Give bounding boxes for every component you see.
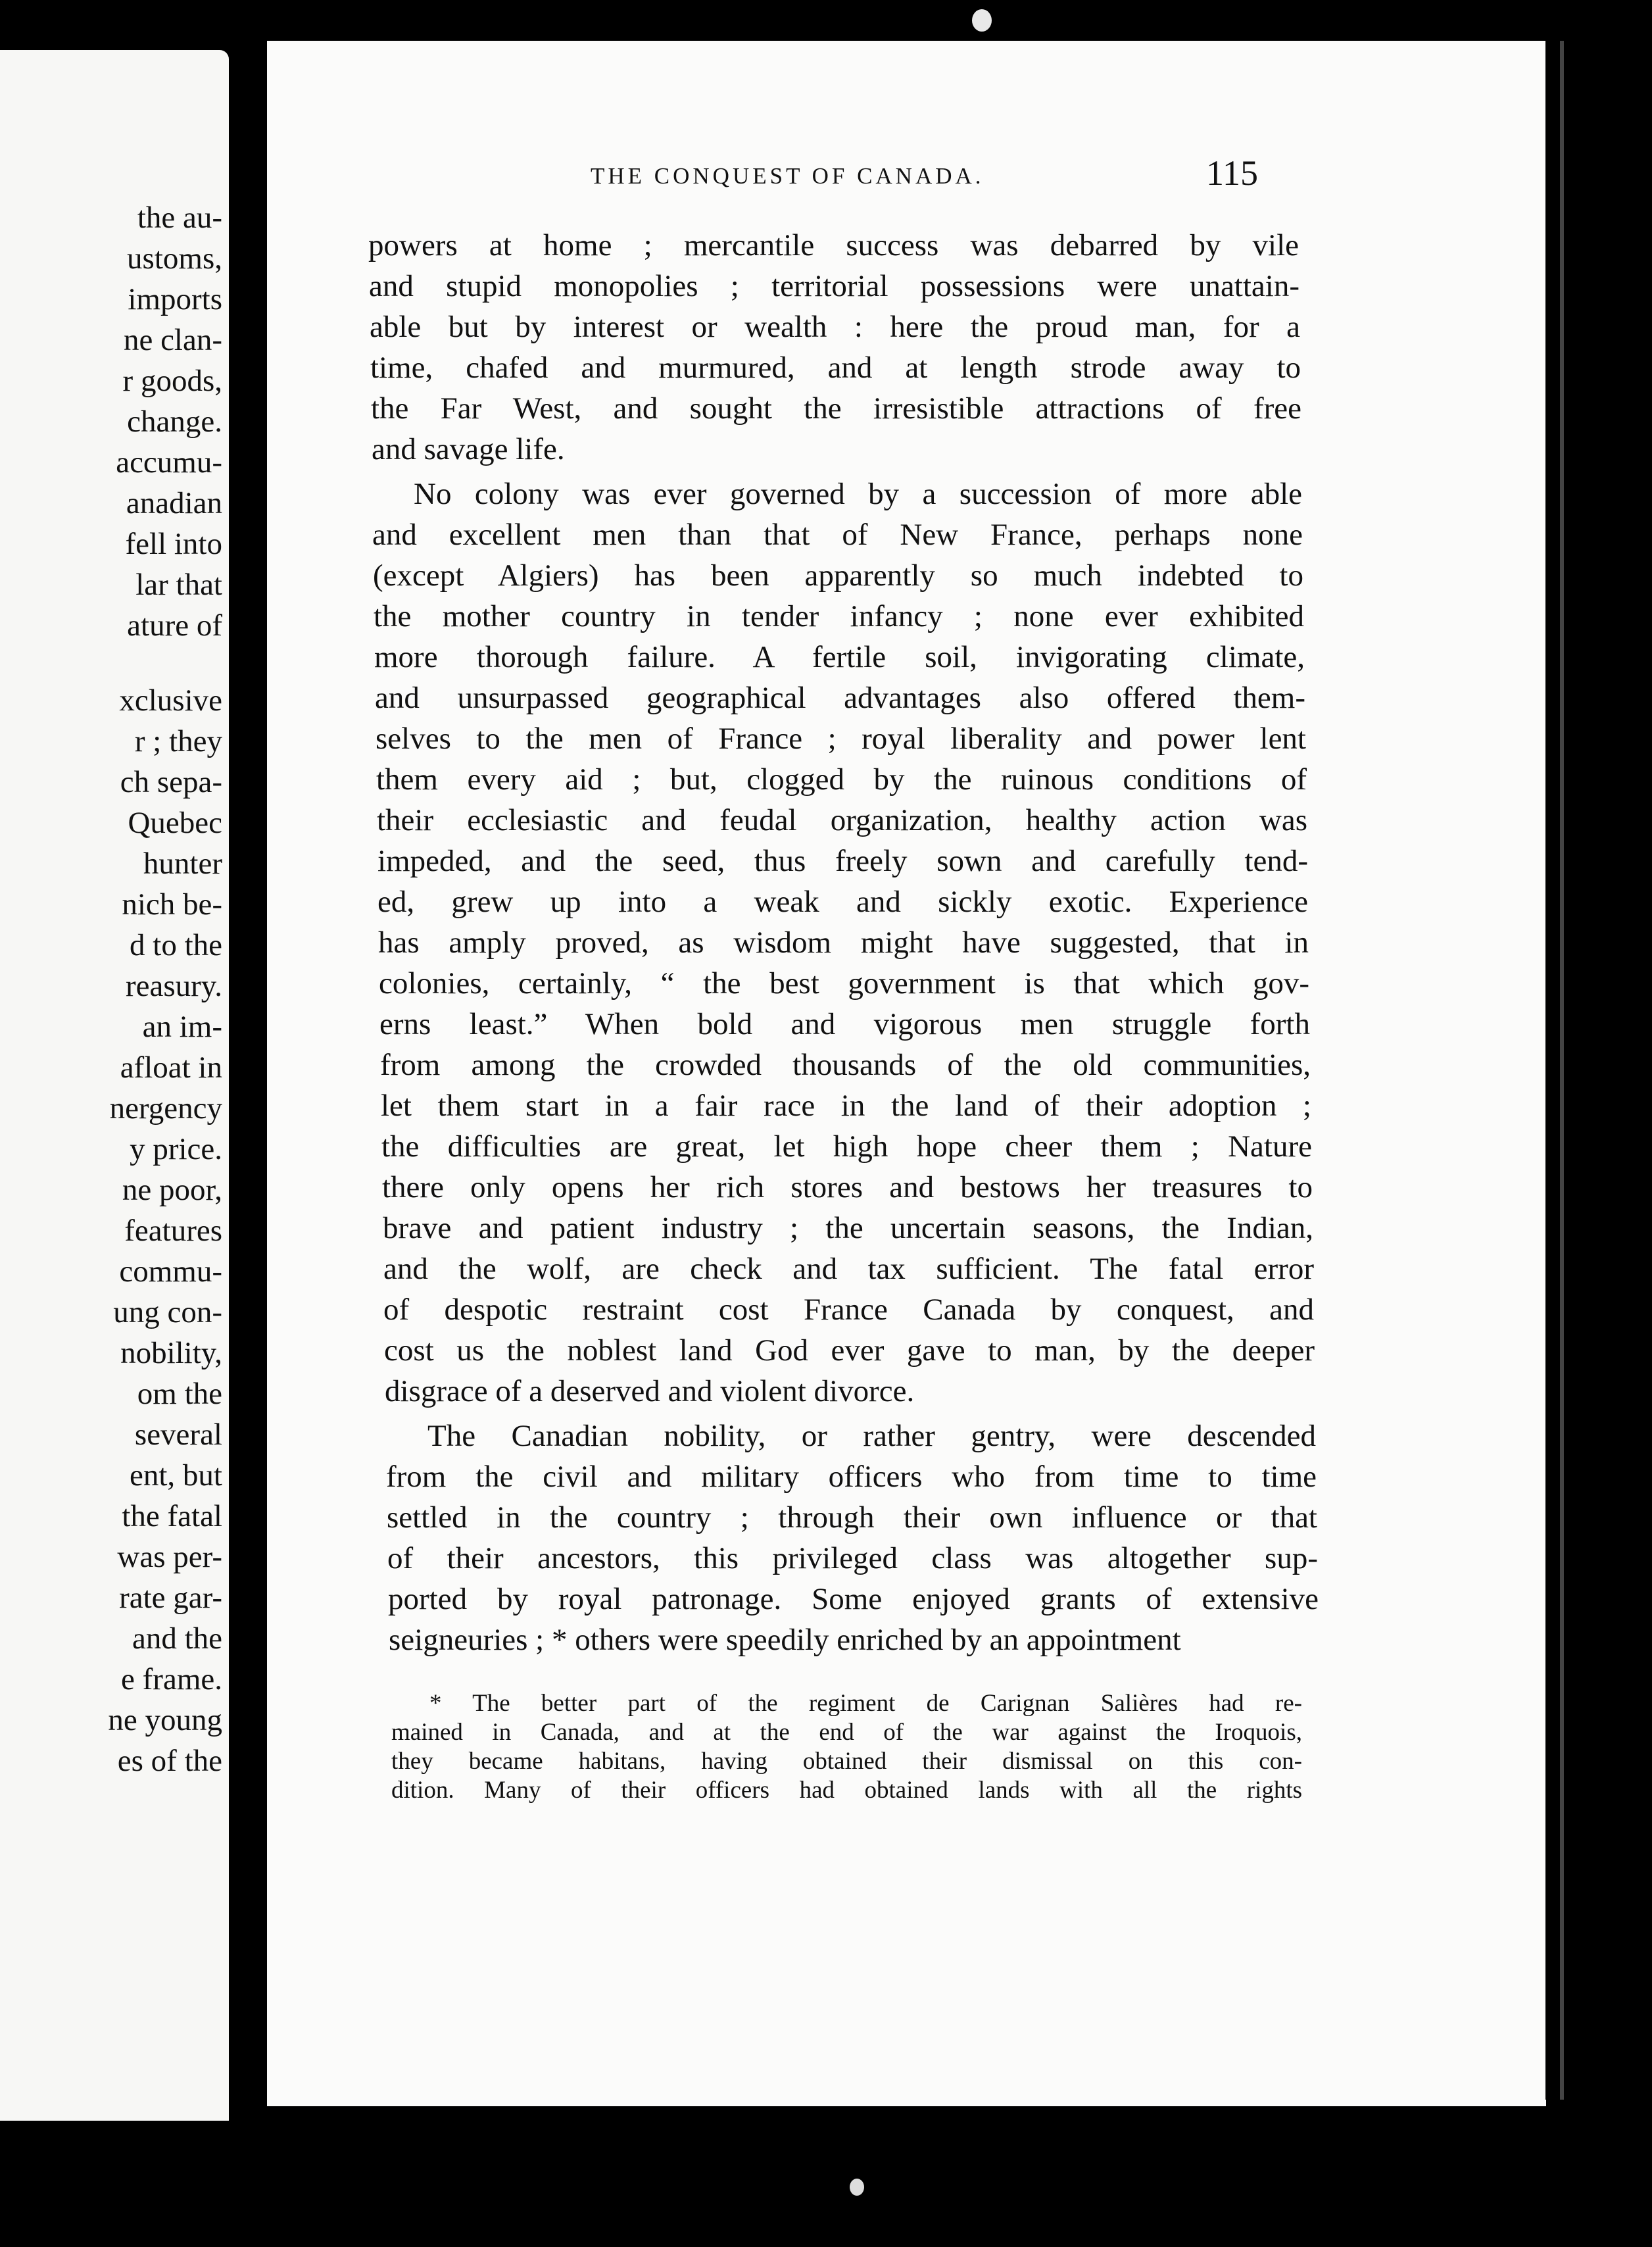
left-page-line: rate gar-	[119, 1581, 222, 1615]
left-page-line: and the	[132, 1621, 222, 1656]
footnote-line: dition. Many of their officers had obtained lands with all the rights	[391, 1777, 1302, 1804]
body-line: cost us the noblest land God ever gave to man, by the deeper	[384, 1333, 1315, 1368]
page-edge-shadow	[1560, 41, 1564, 2100]
left-page-line: lar that	[135, 568, 222, 602]
footnote-line: mained in Canada, and at the end of the war against the Iroquois,	[391, 1719, 1302, 1746]
left-page-line: nich be-	[122, 887, 222, 922]
body-line: ported by royal patronage. Some enjoyed grants of extensive	[388, 1582, 1319, 1616]
left-page	[0, 50, 229, 2121]
body-line: the mother country in tender infancy ; none ever exhibited	[374, 599, 1304, 633]
footnote-line: they became habitans, having obtained their dismissal on this con-	[391, 1748, 1302, 1775]
left-page-line: ent, but	[130, 1458, 222, 1493]
left-page-line: the fatal	[122, 1499, 222, 1533]
body-line: from the civil and military officers who from time to time	[386, 1460, 1317, 1494]
body-line: their ecclesiastic and feudal organization, healthy action was	[377, 803, 1307, 837]
body-line: able but by interest or wealth : here the proud man, for a	[370, 310, 1300, 344]
dust-speck	[972, 9, 992, 32]
footnote-line: * The better part of the regiment de Carignan Salières had re-	[429, 1690, 1302, 1717]
left-page-line: ne poor,	[122, 1173, 222, 1207]
body-line: disgrace of a deserved and violent divorce.	[385, 1374, 915, 1408]
body-line: seigneuries ; * others were speedily enriched by an appointment	[389, 1623, 1181, 1657]
left-page-line: fell into	[125, 527, 222, 561]
body-line: the difficulties are great, let high hope cheer them ; Nature	[381, 1129, 1312, 1164]
body-line: and stupid monopolies ; territorial possessions were unattain-	[369, 269, 1300, 303]
body-line: (except Algiers) has been apparently so much indebted to	[373, 558, 1303, 593]
body-line: and savage life.	[372, 432, 565, 466]
left-page-line: xclusive	[119, 683, 222, 718]
left-page-line: features	[124, 1214, 222, 1248]
left-page-line: change.	[127, 405, 222, 439]
body-line: ed, grew up into a weak and sickly exotic. Experience	[377, 885, 1308, 919]
left-page-line: e frame.	[121, 1662, 222, 1696]
left-page-line: r goods,	[122, 364, 222, 398]
body-line: settled in the country ; through their own influence or that	[387, 1500, 1317, 1535]
left-page-line: commu-	[119, 1254, 222, 1289]
page-edge	[1545, 41, 1559, 2100]
left-page-line: ung con-	[113, 1295, 222, 1329]
body-line: and unsurpassed geographical advantages also offered them-	[375, 681, 1305, 715]
left-page-line: reasury.	[125, 969, 222, 1003]
body-line: brave and patient industry ; the uncertain seasons, the Indian,	[383, 1211, 1313, 1245]
body-line: No colony was ever governed by a succession of more able	[414, 477, 1302, 511]
body-line: let them start in a fair race in the land of their adoption ;	[381, 1089, 1311, 1123]
body-line: of their ancestors, this privileged class was altogether sup-	[387, 1541, 1318, 1575]
body-line: more thorough failure. A fertile soil, invigorating climate,	[374, 640, 1305, 674]
left-page-line: ature of	[127, 608, 222, 643]
body-line: time, chafed and murmured, and at length strode away to	[370, 351, 1301, 385]
left-page-line: y price.	[130, 1132, 222, 1166]
left-page-line: accumu-	[116, 445, 222, 480]
body-line: has amply proved, as wisdom might have suggested, that in	[378, 926, 1309, 960]
body-line: The Canadian nobility, or rather gentry, were descended	[427, 1419, 1316, 1453]
body-line: selves to the men of France ; royal liberality and power lent	[376, 722, 1306, 756]
left-page-line: d to the	[130, 928, 222, 962]
left-page-line: es of the	[117, 1744, 222, 1778]
body-line: impeded, and the seed, thus freely sown and carefully tend-	[377, 844, 1308, 878]
left-page-line: several	[134, 1418, 222, 1452]
running-head: THE CONQUEST OF CANADA.	[591, 163, 984, 189]
left-page-line: an im-	[142, 1010, 222, 1044]
gutter	[229, 39, 267, 2118]
left-page-line: the au-	[137, 201, 222, 235]
left-page-line: afloat in	[120, 1050, 222, 1085]
left-page-line: Quebec	[128, 806, 222, 840]
body-line: colonies, certainly, “ the best government is that which gov-	[379, 966, 1309, 1000]
left-page-line: ustoms,	[127, 241, 222, 276]
left-page-line: r ; they	[134, 724, 222, 758]
body-line: there only opens her rich stores and bestows her treasures to	[382, 1170, 1313, 1204]
left-page-line: hunter	[143, 847, 222, 881]
body-line: of despotic restraint cost France Canada by conquest, and	[383, 1293, 1314, 1327]
body-line: them every aid ; but, clogged by the ruinous conditions of	[376, 762, 1307, 797]
body-line: and excellent men than that of New France, perhaps none	[372, 518, 1303, 552]
left-page-line: ne clan-	[123, 323, 222, 357]
page-number: 115	[1206, 153, 1258, 193]
left-page-line: ne young	[108, 1703, 222, 1737]
body-line: from among the crowded thousands of the old communities,	[380, 1048, 1311, 1082]
body-line: the Far West, and sought the irresistible attractions of free	[371, 391, 1301, 426]
body-line: and the wolf, are check and tax sufficient. The fatal error	[383, 1252, 1314, 1286]
left-page-line: nobility,	[120, 1336, 222, 1370]
left-page-line: om the	[137, 1377, 222, 1411]
left-page-line: imports	[128, 282, 222, 316]
left-page-line: was per-	[117, 1540, 222, 1574]
body-line: erns least.” When bold and vigorous men struggle forth	[379, 1007, 1310, 1041]
dust-speck	[850, 2179, 864, 2196]
left-page-line: anadian	[126, 486, 222, 520]
left-page-line: nergency	[109, 1091, 222, 1125]
left-page-line: ch sepa-	[120, 765, 222, 799]
body-line: powers at home ; mercantile success was debarred by vile	[368, 228, 1299, 262]
